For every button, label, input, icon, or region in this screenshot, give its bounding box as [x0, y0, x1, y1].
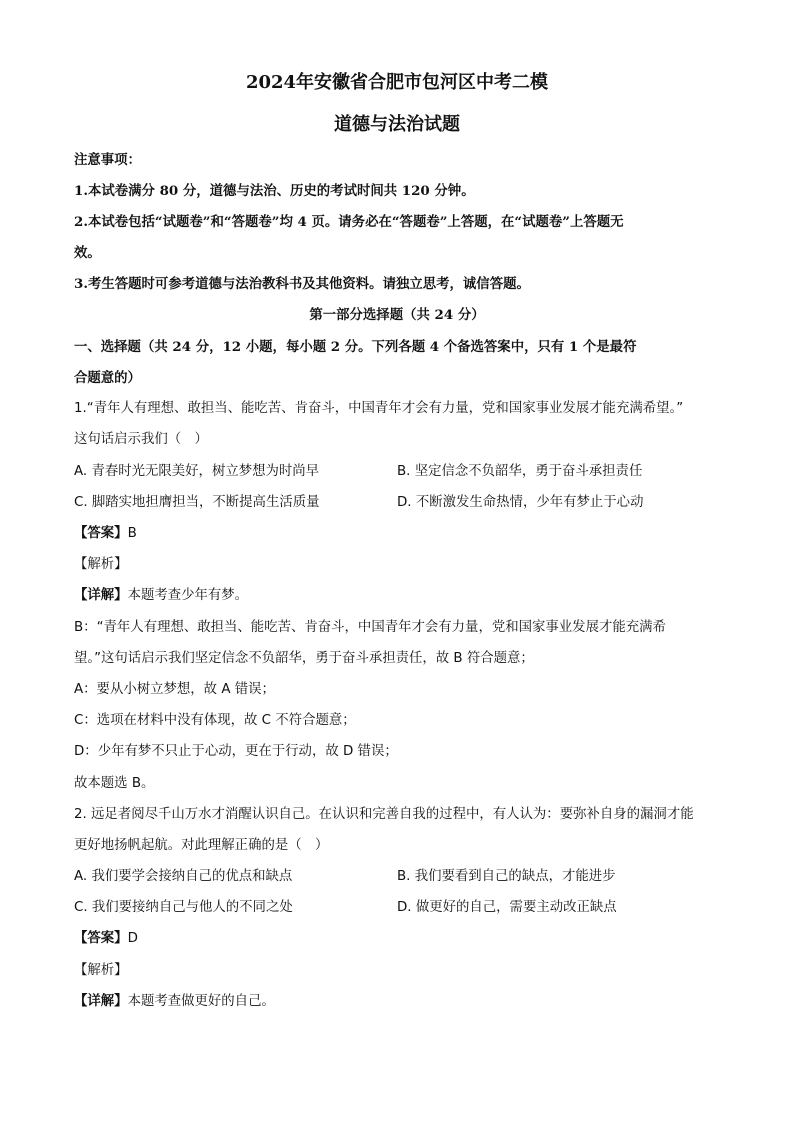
q1-explanation-1-line2: 望。”这句话启示我们坚定信念不负韶华，勇于奋斗承担责任，故 B 符合题意；	[74, 651, 534, 666]
q2-option-d: D. 做更好的自己，需要主动改正缺点	[397, 900, 617, 915]
notice-item-3: 3.考生答题时可参考道德与法治教科书及其他资料。请独立思考，诚信答题。	[74, 276, 530, 292]
q2-option-b: B. 我们要看到自己的缺点，才能进步	[397, 869, 616, 884]
notice-item-2-line2: 效。	[74, 245, 101, 261]
q1-explanation-3: C：选项在材料中没有体现，故 C 不符合题意；	[74, 713, 356, 728]
q1-option-c: C. 脚踏实地担膺担当，不断提高生活质量	[74, 495, 320, 510]
q2-detail-text: 本题考查做更好的自己。	[127, 994, 275, 1009]
q2-detail	[74, 993, 275, 1011]
q1-detail-label: 【详解】	[74, 588, 128, 603]
q2-analysis-label: 【解析】	[74, 963, 128, 978]
q2-option-c: C. 我们要接纳自己与他人的不同之处	[74, 900, 293, 915]
q1-conclusion: 故本题选 B。	[74, 776, 155, 791]
q1-explanation-2: A：要从小树立梦想，故 A 错误；	[74, 682, 275, 697]
q1-analysis-label: 【解析】	[74, 557, 128, 572]
q1-explanation-1-line1: B：“青年人有理想、敢担当、能吃苦、肯奋斗，中国青年才会有力量，党和国家事业发展才能充满希	[74, 620, 666, 635]
q1-stem-line2: 这句话启示我们（ ）	[74, 432, 208, 447]
part-heading: 第一部分选择题（共 24 分）	[309, 307, 485, 323]
q1-option-d: D. 不断激发生命热情，少年有梦止于心动	[397, 495, 644, 510]
q2-stem-line2: 更好地扬帆起航。对此理解正确的是（ ）	[74, 838, 329, 853]
q1-detail	[74, 587, 248, 605]
page-subtitle: 道德与法治试题	[334, 114, 460, 135]
q1-answer-value: B	[127, 526, 137, 541]
section-heading-line1: 一、选择题（共 24 分，12 小题，每小题 2 分。下列各题 4 个备选答案中，只有 1 个是最符	[74, 339, 637, 355]
q1-answer	[74, 525, 137, 543]
q1-option-a: A. 青春时光无限美好，树立梦想为时尚早	[74, 464, 320, 479]
notice-heading: 注意事项：	[74, 152, 141, 168]
q1-explanation-4: D：少年有梦不只止于心动，更在于行动，故 D 错误；	[74, 744, 398, 759]
q2-answer	[74, 930, 138, 948]
q2-answer-label: 【答案】	[74, 931, 128, 946]
q1-option-b: B. 坚定信念不负韶华，勇于奋斗承担责任	[397, 464, 643, 479]
notice-item-2-line1: 2.本试卷包括“试题卷”和“答题卷”均 4 页。请务必在“答题卷”上答题，在“试题卷”上答题无	[74, 214, 624, 230]
q1-detail-text: 本题考查少年有梦。	[127, 588, 249, 603]
section-heading-line2: 合题意的）	[74, 370, 141, 386]
notice-item-1: 1.本试卷满分 80 分，道德与法治、历史的考试时间共 120 分钟。	[74, 183, 475, 199]
q1-answer-label: 【答案】	[74, 526, 128, 541]
page-title: 2024年安徽省合肥市包河区中考二模	[245, 72, 549, 93]
q2-detail-label: 【详解】	[74, 994, 128, 1009]
q2-stem-line1: 2. 远足者阅尽千山万水才消醒认识自己。在认识和完善自我的过程中，有人认为：要弥补自身的漏洞才能	[74, 807, 694, 822]
q2-answer-value: D	[127, 931, 138, 946]
q2-option-a: A. 我们要学会接纳自己的优点和缺点	[74, 869, 293, 884]
q1-stem-line1: 1.“青年人有理想、敢担当、能吃苦、肯奋斗，中国青年才会有力量，党和国家事业发展才能充满希望。”	[74, 401, 684, 416]
